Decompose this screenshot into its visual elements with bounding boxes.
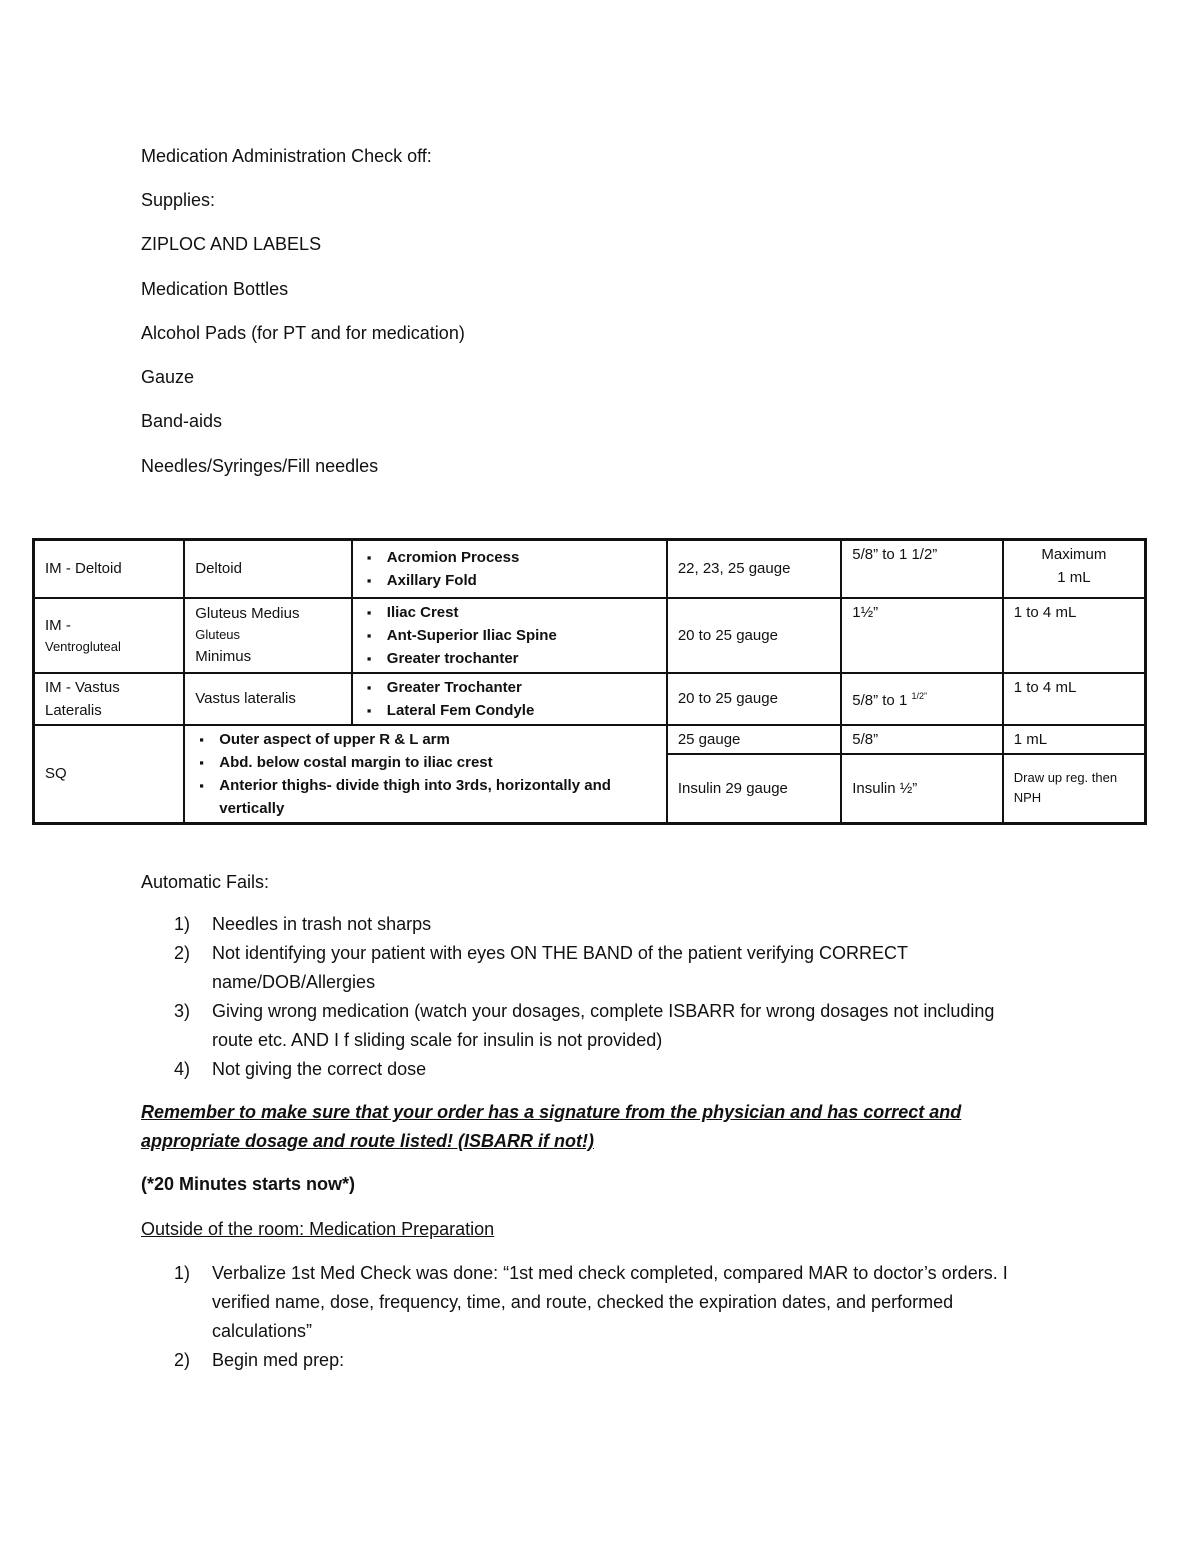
injection-site-table xyxy=(32,538,1147,825)
landmark-cell xyxy=(352,598,667,673)
muscle-line: Gluteus Medius xyxy=(195,605,300,622)
volume-cell: 1 to 4 mL xyxy=(1003,673,1146,725)
muscle-cell: Deltoid xyxy=(184,540,352,598)
volume-cell: 1 to 4 mL xyxy=(1003,598,1146,673)
landmark-item: ▪ Iliac Crest xyxy=(363,601,656,624)
list-text: Needles in trash not sharps xyxy=(212,914,432,934)
page-title: Medication Administration Check off: xyxy=(141,146,432,166)
list-item xyxy=(174,1055,1027,1084)
volume-line: 1 mL xyxy=(1057,569,1091,586)
supply-item: Needles/Syringes/Fill needles xyxy=(141,456,379,476)
gauge-cell: 25 gauge xyxy=(667,725,841,755)
supply-item: ZIPLOC AND LABELS xyxy=(141,234,322,254)
landmark-item: ▪ Ant-Superior Iliac Spine xyxy=(363,624,656,647)
landmark-item: ▪ Greater trochanter xyxy=(363,647,656,670)
length-cell: 5/8” xyxy=(841,725,1003,755)
timer-note: (*20 Minutes starts now*) xyxy=(141,1174,356,1194)
muscle-cell xyxy=(184,598,352,673)
muscle-line: Minimus xyxy=(195,648,252,665)
site-cell xyxy=(34,673,185,725)
prep-list xyxy=(174,1259,1027,1375)
site-line: Ventrogluteal xyxy=(45,638,121,654)
list-text: Giving wrong medication (watch your dosages, complete ISBARR for wrong dosages not including route etc. AND I f sliding scale for insulin is not provided) xyxy=(212,1001,995,1050)
volume-cell: 1 mL xyxy=(1003,725,1146,755)
gauge-cell: 20 to 25 gauge xyxy=(667,598,841,673)
site-line: Lateralis xyxy=(45,701,102,719)
list-item xyxy=(174,939,1027,997)
gauge-cell: 20 to 25 gauge xyxy=(667,673,841,725)
list-text: Not identifying your patient with eyes ON THE BAND of the patient verifying CORRECT name/DOB/Allergies xyxy=(212,943,908,992)
list-item xyxy=(174,910,1027,939)
supplies-label: Supplies: xyxy=(141,190,216,210)
supply-item: Medication Bottles xyxy=(141,279,289,299)
list-item xyxy=(174,1346,1027,1375)
length-cell xyxy=(841,673,1003,725)
muscle-line: Gluteus xyxy=(195,627,241,642)
site-line: IM - Vastus xyxy=(45,678,120,696)
landmark-cell xyxy=(184,725,667,824)
length-cell: Insulin ½” xyxy=(841,754,1003,823)
supply-item: Alcohol Pads (for PT and for medication) xyxy=(141,323,465,343)
gauge-cell: Insulin 29 gauge xyxy=(667,754,841,823)
site-line: IM - xyxy=(45,616,71,634)
list-item xyxy=(174,997,1027,1055)
gauge-cell: 22, 23, 25 gauge xyxy=(667,540,841,598)
table-row xyxy=(34,673,1146,725)
list-number: 2) xyxy=(174,1350,191,1370)
length-superscript: 1/2” xyxy=(911,691,927,701)
supply-item: Band-aids xyxy=(141,411,223,431)
list-text: Verbalize 1st Med Check was done: “1st med check completed, compared MAR to doctor’s orders. I verified name, dose, frequency, time, and route, checked the expiration dates, and performed calculations” xyxy=(212,1263,1008,1341)
landmark-item: ▪ Axillary Fold xyxy=(363,569,656,592)
table-row xyxy=(34,725,1146,755)
volume-line: Maximum xyxy=(1041,546,1107,563)
landmark-item: ▪ Anterior thighs- divide thigh into 3rds, horizontally and vertically xyxy=(195,774,656,820)
list-number: 4) xyxy=(174,1059,191,1079)
table-row xyxy=(34,540,1146,598)
reminder-note: Remember to make sure that your order has a signature from the physician and has correct and appropriate dosage and route listed! (ISBARR if not!) xyxy=(141,1102,962,1151)
length-main: 5/8” to 1 xyxy=(852,692,912,709)
landmark-cell xyxy=(352,540,667,598)
volume-cell: Draw up reg. then NPH xyxy=(1003,754,1146,823)
site-cell: IM - Deltoid xyxy=(34,540,185,598)
landmark-cell xyxy=(352,673,667,725)
fails-list xyxy=(174,910,1027,1084)
prep-title: Outside of the room: Medication Preparation xyxy=(141,1219,495,1239)
supply-item: Gauze xyxy=(141,367,195,387)
list-number: 1) xyxy=(174,1263,191,1283)
list-number: 3) xyxy=(174,1001,191,1021)
list-number: 2) xyxy=(174,943,191,963)
landmark-item: ▪ Greater Trochanter xyxy=(363,676,656,699)
landmark-item: ▪ Outer aspect of upper R & L arm xyxy=(195,728,656,751)
landmark-item: ▪ Abd. below costal margin to iliac crest xyxy=(195,751,656,774)
list-text: Not giving the correct dose xyxy=(212,1059,427,1079)
landmark-item: ▪ Lateral Fem Condyle xyxy=(363,699,656,722)
landmark-item: ▪ Acromion Process xyxy=(363,546,656,569)
length-cell: 1½” xyxy=(841,598,1003,673)
length-cell: 5/8” to 1 1/2” xyxy=(841,540,1003,598)
volume-cell xyxy=(1003,540,1146,598)
fails-title: Automatic Fails: xyxy=(141,872,270,892)
table-row xyxy=(34,598,1146,673)
site-cell: SQ xyxy=(34,725,185,824)
list-text: Begin med prep: xyxy=(212,1350,345,1370)
site-cell xyxy=(34,598,185,673)
muscle-cell: Vastus lateralis xyxy=(184,673,352,725)
list-item xyxy=(174,1259,1027,1346)
list-number: 1) xyxy=(174,914,191,934)
